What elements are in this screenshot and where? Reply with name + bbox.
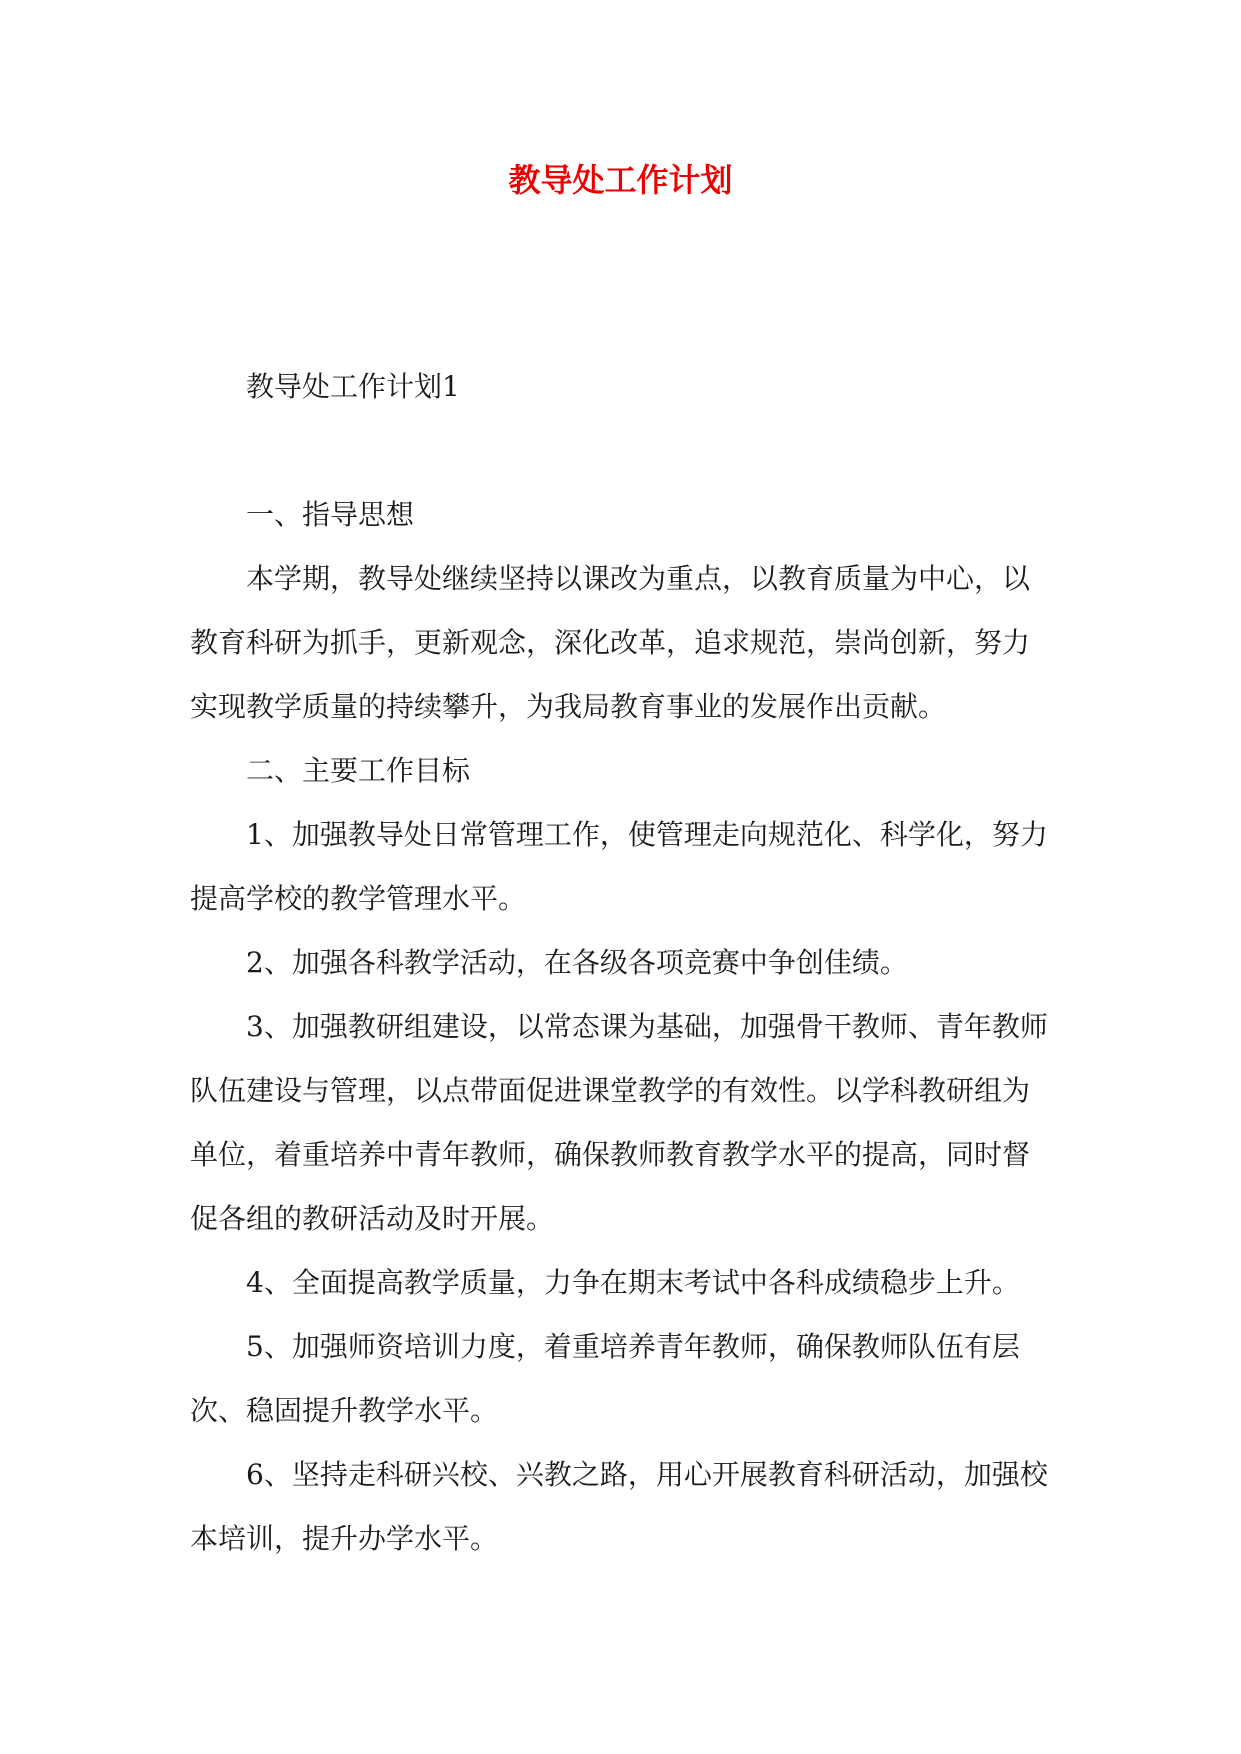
document-body [190,355,1050,1571]
section-subtitle: 教导处工作计划1 [246,370,460,403]
document-title: 教导处工作计划 [508,161,733,199]
goal-item-1: 1、加强教导处日常管理工作，使管理走向规范化、科学化，努力提高学校的教学管理水平。 [190,818,1048,915]
goal-item-2: 2、加强各科教学活动，在各级各项竞赛中争创佳绩。 [246,946,908,979]
goal-item-4: 4、全面提高教学质量，力争在期末考试中各科成绩稳步上升。 [246,1266,1020,1299]
heading-main-goals: 二、主要工作目标 [246,754,471,787]
goal-item-5: 5、加强师资培训力度，着重培养青年教师，确保教师队伍有层次、稳固提升教学水平。 [190,1330,1020,1427]
paragraph-guiding-ideology: 本学期，教导处继续坚持以课改为重点，以教育质量为中心，以教育科研为抓手，更新观念，深化改革，追求规范，崇尚创新，努力实现教学质量的持续攀升，为我局教育事业的发展作出贡献。 [190,562,1031,723]
heading-guiding-ideology: 一、指导思想 [246,498,415,531]
goal-item-6: 6、坚持走科研兴校、兴教之路，用心开展教育科研活动，加强校本培训，提升办学水平。 [190,1458,1048,1555]
goal-item-3: 3、加强教研组建设，以常态课为基础，加强骨干教师、青年教师队伍建设与管理，以点带面促进课堂教学的有效性。以学科教研组为单位，着重培养中青年教师，确保教师教育教学水平的提高，同时督促各组的教研活动及时开展。 [190,1010,1048,1235]
